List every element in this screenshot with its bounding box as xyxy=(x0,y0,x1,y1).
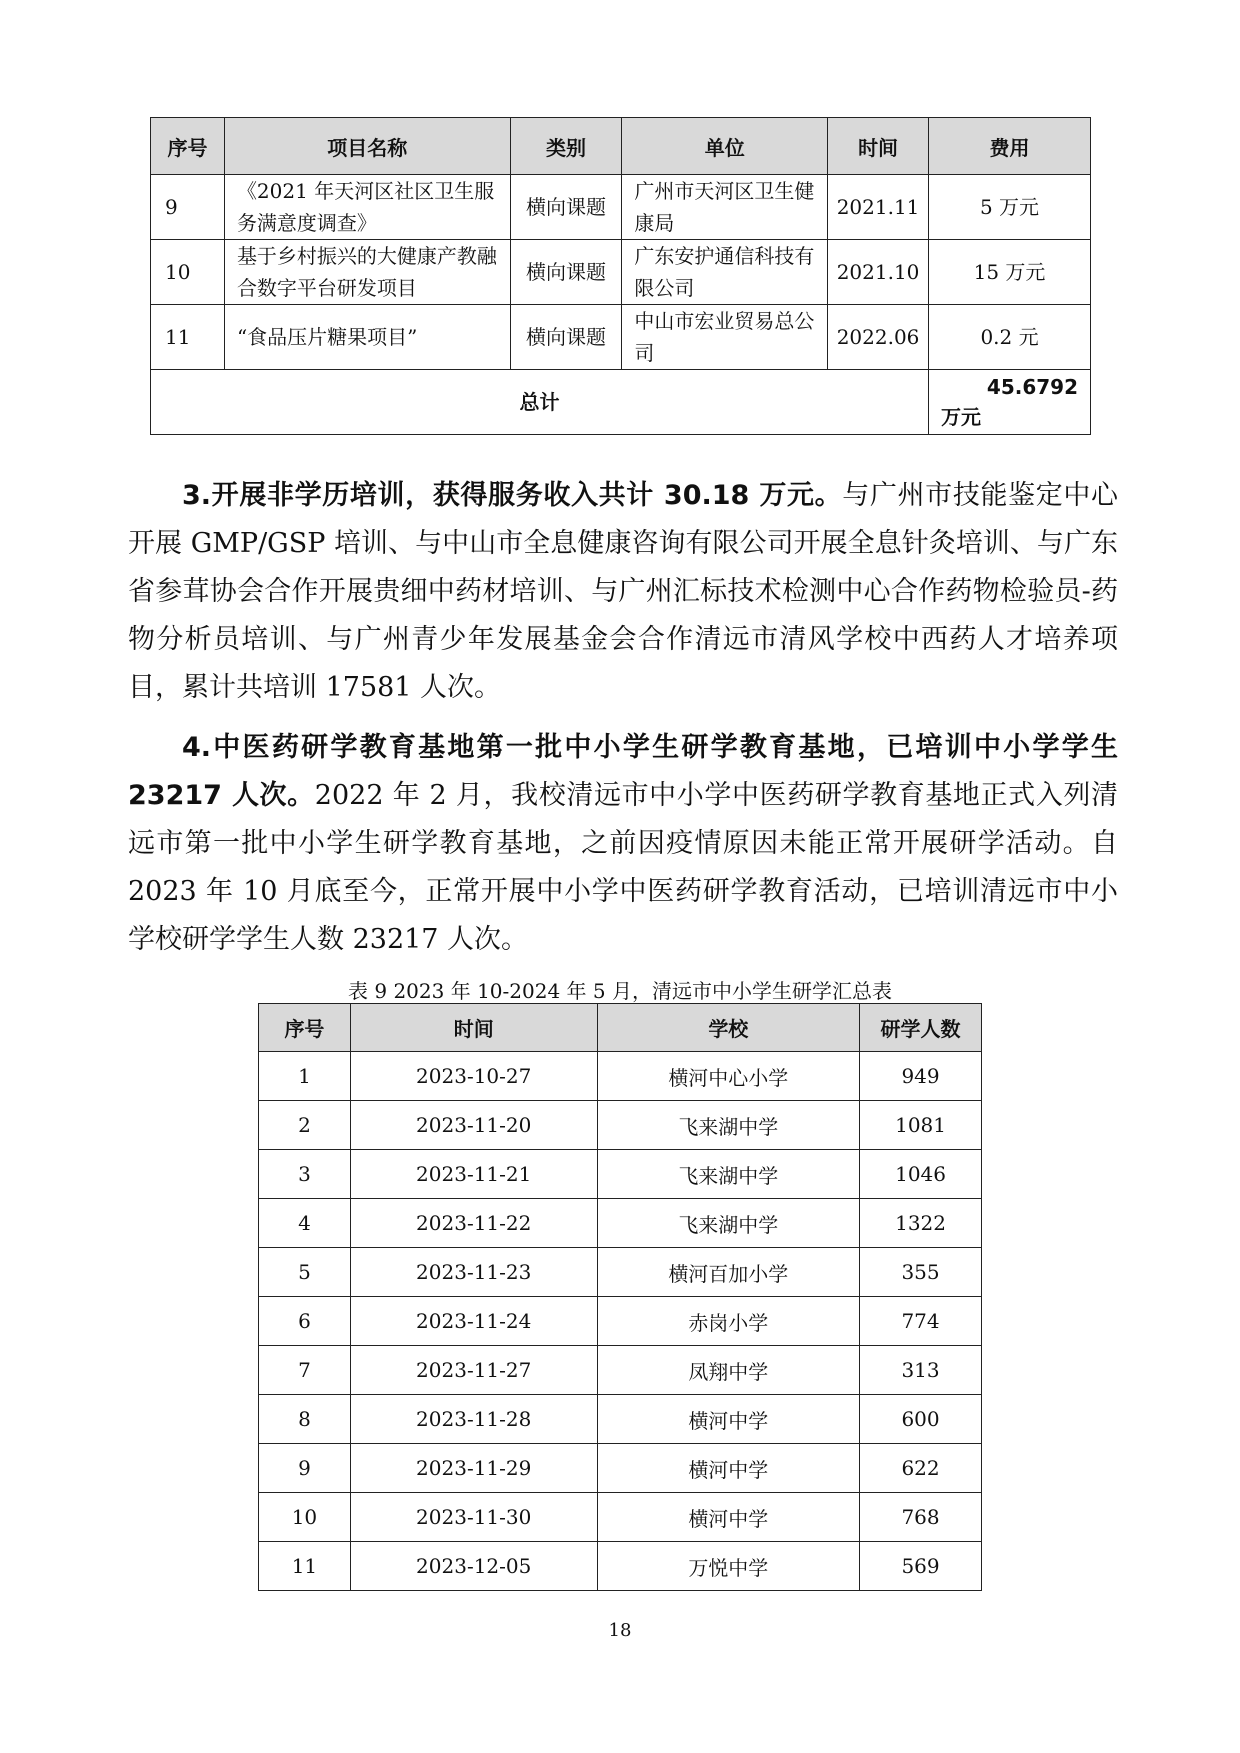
row-number: 2 xyxy=(259,1101,351,1150)
project-fee: 5 万元 xyxy=(929,175,1091,240)
table-row xyxy=(151,240,1091,305)
paragraph-training-heading: 3.开展非学历培训，获得服务收入共计 30.18 万元。 xyxy=(182,480,843,511)
study-summary-table xyxy=(258,1003,982,1591)
visit-date: 2023-11-28 xyxy=(350,1395,597,1444)
table-row xyxy=(259,1542,982,1591)
visit-date: 2023-11-24 xyxy=(350,1297,597,1346)
project-unit: 广东安护通信科技有限公司 xyxy=(622,240,828,305)
school-name: 飞来湖中学 xyxy=(597,1199,860,1248)
student-count: 600 xyxy=(860,1395,982,1444)
project-time: 2021.10 xyxy=(828,240,929,305)
table-row xyxy=(259,1101,982,1150)
header-cell: 类别 xyxy=(510,118,622,175)
row-number: 10 xyxy=(259,1493,351,1542)
project-name: “食品压片糖果项目” xyxy=(224,305,510,370)
row-number: 4 xyxy=(259,1199,351,1248)
row-number: 3 xyxy=(259,1150,351,1199)
header-cell: 时间 xyxy=(828,118,929,175)
row-number: 11 xyxy=(259,1542,351,1591)
row-number: 11 xyxy=(151,305,225,370)
student-count: 949 xyxy=(860,1052,982,1101)
total-row xyxy=(151,370,1091,435)
paragraph-training-body: 与广州市技能鉴定中心开展 GMP/GSP 培训、与中山市全息健康咨询有限公司开展全息针灸培训、与广东省参茸协会合作开展贵细中药材培训、与广州汇标技术检测中心合作药物检验员-药物分析员培训、与广州青少年发展基金会合作清远市清风学校中西药人才培养项目，累计共培训 17581 人次。 xyxy=(128,480,1118,703)
project-name: 基于乡村振兴的大健康产教融合数字平台研发项目 xyxy=(224,240,510,305)
student-count: 355 xyxy=(860,1248,982,1297)
header-cell: 序号 xyxy=(259,1004,351,1052)
project-funding-table xyxy=(150,117,1091,435)
row-number: 10 xyxy=(151,240,225,305)
header-cell: 单位 xyxy=(622,118,828,175)
project-type: 横向课题 xyxy=(510,305,622,370)
student-count: 569 xyxy=(860,1542,982,1591)
student-count: 1046 xyxy=(860,1150,982,1199)
table-row xyxy=(259,1150,982,1199)
project-time: 2021.11 xyxy=(828,175,929,240)
student-count: 1081 xyxy=(860,1101,982,1150)
school-name: 赤岗小学 xyxy=(597,1297,860,1346)
project-unit: 广州市天河区卫生健康局 xyxy=(622,175,828,240)
header-cell: 费用 xyxy=(929,118,1091,175)
table-row xyxy=(151,175,1091,240)
table-row xyxy=(259,1444,982,1493)
total-value-amount: 45.6792 xyxy=(986,375,1078,399)
total-label: 总计 xyxy=(151,370,929,435)
school-name: 飞来湖中学 xyxy=(597,1101,860,1150)
page-number: 18 xyxy=(608,1620,632,1641)
school-name: 横河中学 xyxy=(597,1493,860,1542)
table-row xyxy=(259,1395,982,1444)
student-count: 313 xyxy=(860,1346,982,1395)
project-name: 《2021 年天河区社区卫生服务满意度调查》 xyxy=(224,175,510,240)
student-count: 774 xyxy=(860,1297,982,1346)
header-cell: 研学人数 xyxy=(860,1004,982,1052)
table-header-row xyxy=(259,1004,982,1052)
row-number: 1 xyxy=(259,1052,351,1101)
header-cell: 项目名称 xyxy=(224,118,510,175)
project-type: 横向课题 xyxy=(510,175,622,240)
visit-date: 2023-11-20 xyxy=(350,1101,597,1150)
header-cell: 时间 xyxy=(350,1004,597,1052)
total-value xyxy=(929,370,1091,435)
school-name: 飞来湖中学 xyxy=(597,1150,860,1199)
table-row xyxy=(259,1248,982,1297)
school-name: 万悦中学 xyxy=(597,1542,860,1591)
table-row xyxy=(259,1199,982,1248)
table-row xyxy=(259,1493,982,1542)
project-fee: 15 万元 xyxy=(929,240,1091,305)
table-row xyxy=(259,1346,982,1395)
row-number: 9 xyxy=(259,1444,351,1493)
student-count: 1322 xyxy=(860,1199,982,1248)
project-unit: 中山市宏业贸易总公司 xyxy=(622,305,828,370)
total-value-unit: 万元 xyxy=(941,405,982,429)
row-number: 7 xyxy=(259,1346,351,1395)
paragraph-study-base-heading: 4.中医药研学教育基地第一批中小学生研学教育基地，已培训中小学学生 23217 人次。 xyxy=(128,732,1118,811)
visit-date: 2023-11-23 xyxy=(350,1248,597,1297)
visit-date: 2023-11-22 xyxy=(350,1199,597,1248)
table-row xyxy=(259,1297,982,1346)
student-count: 622 xyxy=(860,1444,982,1493)
school-name: 横河中心小学 xyxy=(597,1052,860,1101)
school-name: 横河中学 xyxy=(597,1395,860,1444)
visit-date: 2023-10-27 xyxy=(350,1052,597,1101)
table-row xyxy=(151,305,1091,370)
school-name: 横河百加小学 xyxy=(597,1248,860,1297)
visit-date: 2023-11-27 xyxy=(350,1346,597,1395)
visit-date: 2023-11-29 xyxy=(350,1444,597,1493)
table-header-row xyxy=(151,118,1091,175)
table-row xyxy=(259,1052,982,1101)
row-number: 6 xyxy=(259,1297,351,1346)
visit-date: 2023-11-30 xyxy=(350,1493,597,1542)
visit-date: 2023-11-21 xyxy=(350,1150,597,1199)
header-cell: 序号 xyxy=(151,118,225,175)
student-count: 768 xyxy=(860,1493,982,1542)
paragraph-study-base xyxy=(128,724,1118,964)
project-type: 横向课题 xyxy=(510,240,622,305)
visit-date: 2023-12-05 xyxy=(350,1542,597,1591)
paragraph-training xyxy=(128,472,1118,712)
header-cell: 学校 xyxy=(597,1004,860,1052)
row-number: 9 xyxy=(151,175,225,240)
project-fee: 0.2 元 xyxy=(929,305,1091,370)
row-number: 8 xyxy=(259,1395,351,1444)
project-time: 2022.06 xyxy=(828,305,929,370)
school-name: 凤翔中学 xyxy=(597,1346,860,1395)
paragraph-study-base-body: 2022 年 2 月，我校清远市中小学中医药研学教育基地正式入列清远市第一批中小学生研学教育基地，之前因疫情原因未能正常开展研学活动。自 2023 年 10 月底至今，正常开展中小学中医药研学教育活动，已培训清远市中小学校研学学生人数 23217 人次。 xyxy=(128,780,1118,955)
school-name: 横河中学 xyxy=(597,1444,860,1493)
row-number: 5 xyxy=(259,1248,351,1297)
table-caption: 表 9 2023 年 10-2024 年 5 月，清远市中小学生研学汇总表 xyxy=(348,979,892,1003)
